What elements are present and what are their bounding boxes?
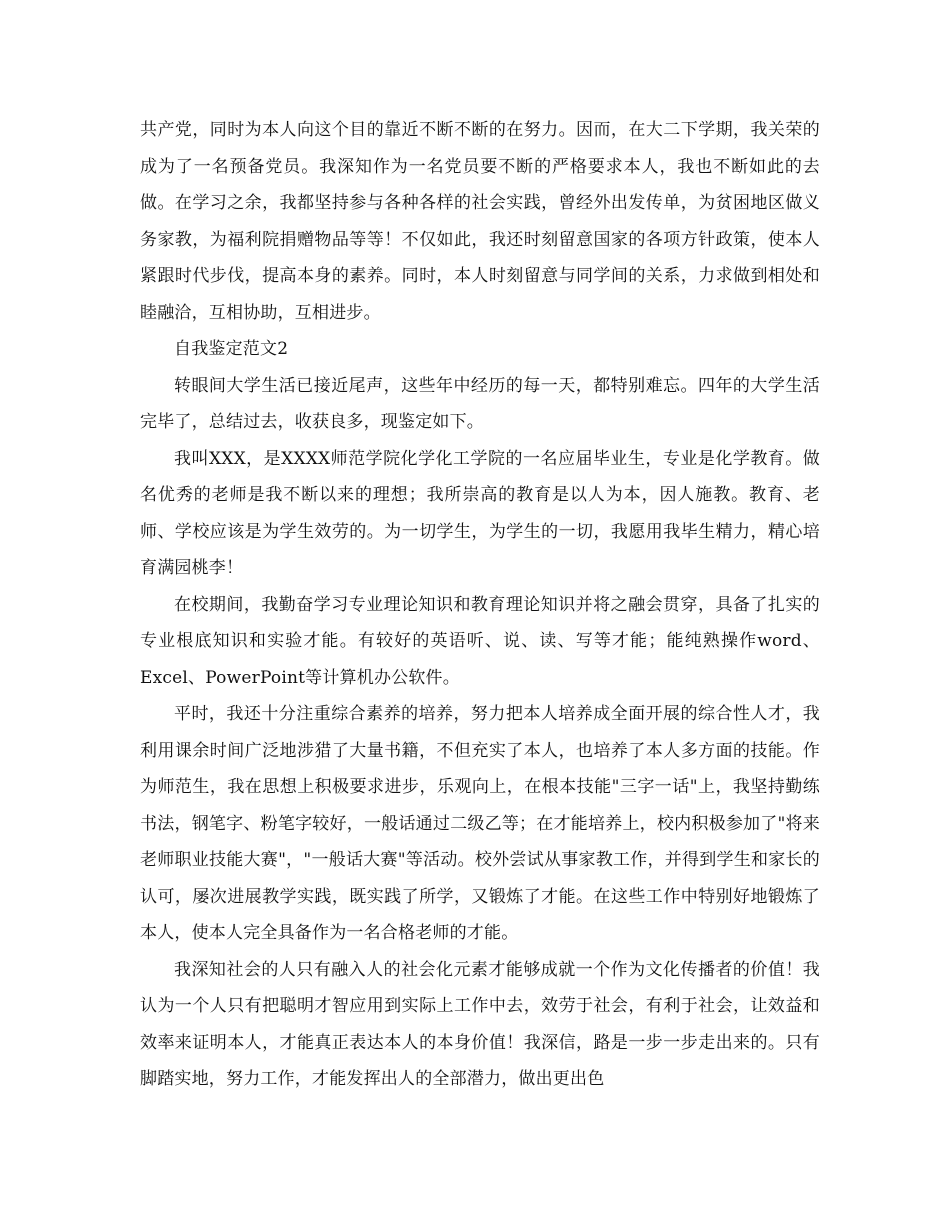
section-heading-sample-2: 自我鉴定范文2 [174, 339, 289, 359]
paragraph-skills: 平时，我还十分注重综合素养的培养，努力把本人培养成全面开展的综合性人才，我利用课余时间广泛地涉猎了大量书籍，不但充实了本人，也培养了本人多方面的技能。作为师范生，我在思想上积极要求进步，乐观向上，在根本技能"三字一话"上，我坚持勤练书法，钢笔字、粉笔字较好，一般话通过二级乙等；在才能培养上，校内积极参加了"将来老师职业技能大赛"，"一般话大赛"等活动。校外尝试从事家教工作，并得到学生和家长的认可，屡次进展教学实践，既实践了所学，又锻炼了才能。在这些工作中特别好地锻炼了本人，使本人完全具备作为一名合格老师的才能。 [140, 704, 820, 943]
paragraph-values: 我深知社会的人只有融入人的社会化元素才能够成就一个作为文化传播者的价值！我认为一个人只有把聪明才智应用到实际上工作中去，效劳于社会，有利于社会，让效益和效率来证明本人，才能真正表达本人的本身价值！我深信，路是一步一步走出来的。只有脚踏实地，努力工作，才能发挥出人的全部潜力，做出更出色 [140, 959, 820, 1089]
document-body [140, 112, 820, 1098]
paragraph-intro: 转眼间大学生活已接近尾声，这些年中经历的每一天，都特别难忘。四年的大学生活完毕了，总结过去，收获良多，现鉴定如下。 [140, 375, 820, 432]
paragraph-study: 在校期间，我勤奋学习专业理论知识和教育理论知识并将之融会贯穿，具备了扎实的专业根底知识和实验才能。有较好的英语听、说、读、写等才能；能纯熟操作word、Excel、PowerPoint等计算机办公软件。 [140, 594, 820, 688]
paragraph-party-membership: 共产党，同时为本人向这个目的靠近不断不断的在努力。因而，在大二下学期，我关荣的成为了一名预备党员。我深知作为一名党员要不断的严格要求本人，我也不断如此的去做。在学习之余，我都坚持参与各种各样的社会实践，曾经外出发传单，为贫困地区做义务家教，为福利院捐赠物品等等！不仅如此，我还时刻留意国家的各项方针政策，使本人紧跟时代步伐，提高本身的素养。同时，本人时刻留意与同学间的关系，力求做到相处和睦融洽，互相协助，互相进步。 [140, 120, 820, 323]
paragraph-self-introduction: 我叫XXX，是XXXX师范学院化学化工学院的一名应届毕业生，专业是化学教育。做名优秀的老师是我不断以来的理想；我所崇高的教育是以人为本，因人施教。教育、老师、学校应该是为学生效劳的。为一切学生，为学生的一切，我愿用我毕生精力，精心培育满园桃李！ [140, 448, 820, 578]
